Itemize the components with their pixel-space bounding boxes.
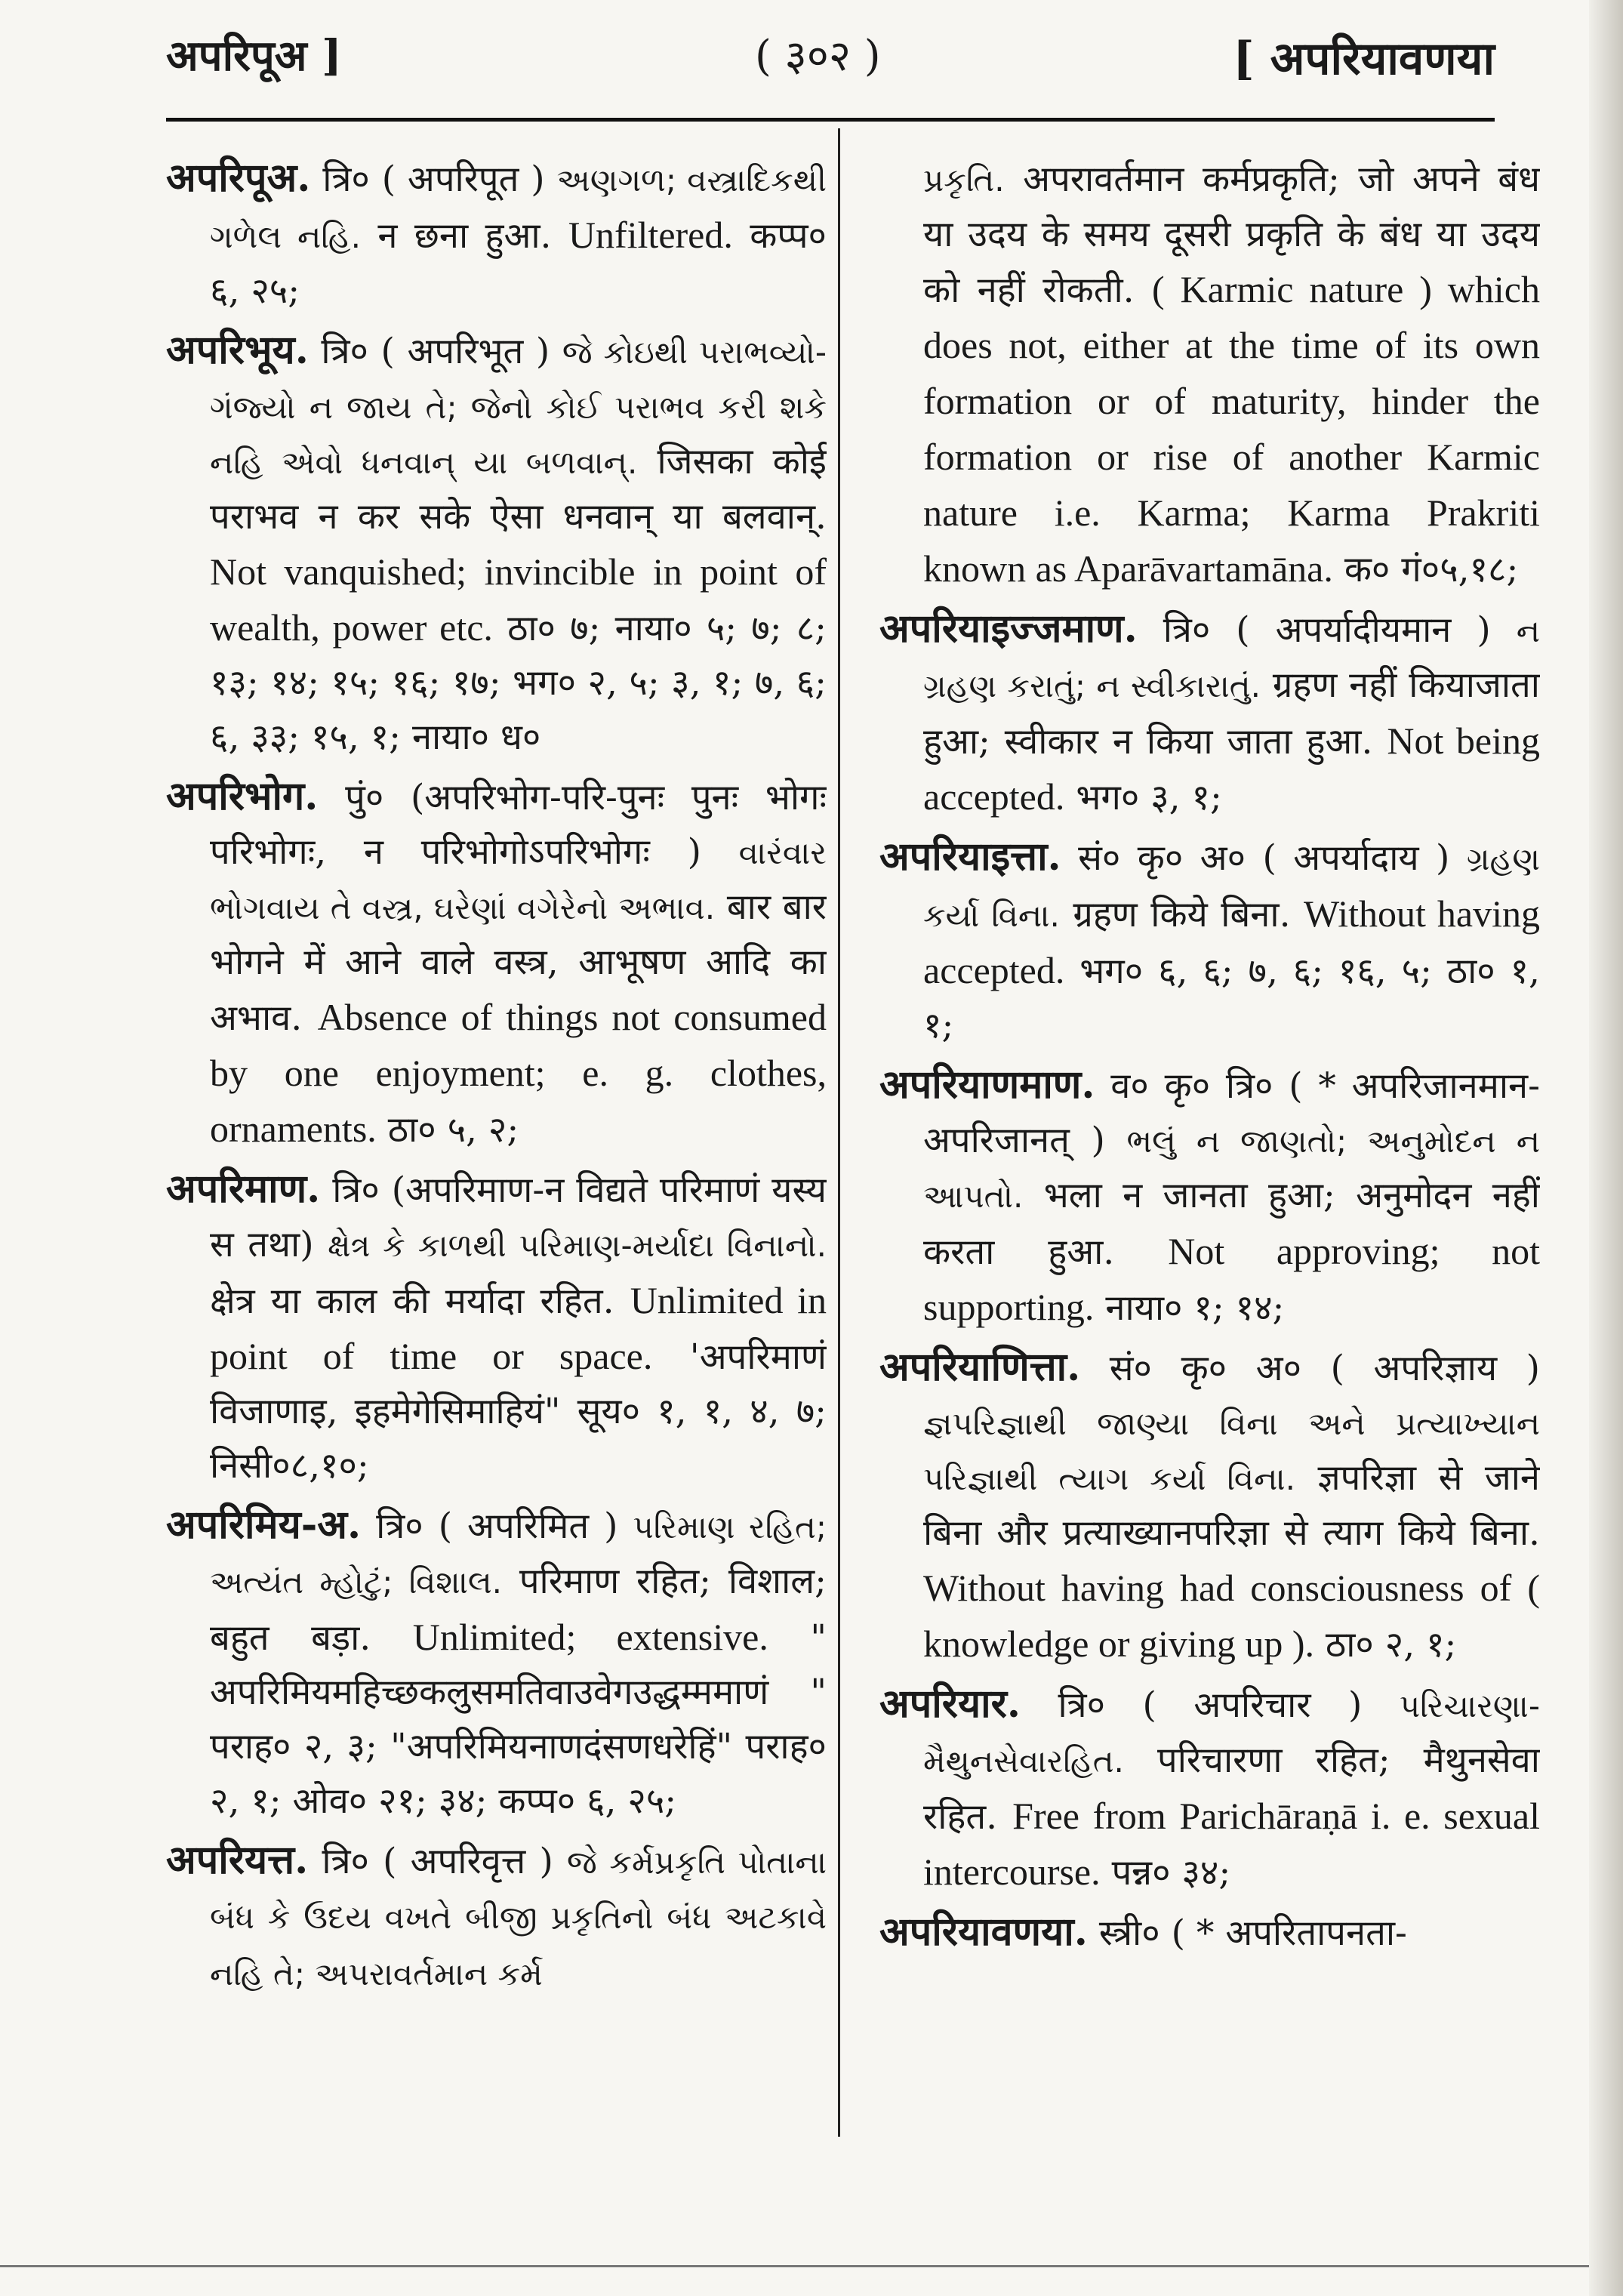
dictionary-entry xyxy=(879,1905,1540,1962)
entry-grammar: सं० कृ० अ० ( अपर्यादाय ) xyxy=(1078,837,1450,879)
entry-headword: अपरियत्त. xyxy=(166,1837,309,1883)
entry-refs: कप्प० ६, २५; xyxy=(210,215,827,312)
entry-refs: भग० ६, ६; ७, ६; १६, ५; ठा० १, १; xyxy=(923,951,1540,1046)
dictionary-entry xyxy=(879,1340,1540,1672)
entry-english: Absence of things not consumed by one enjoyment; e. g. clothes, ornaments. xyxy=(210,996,827,1150)
entry-headword: अपरियार. xyxy=(879,1681,1021,1727)
binding-shadow xyxy=(1589,0,1623,2296)
dictionary-entry xyxy=(166,1833,827,2002)
entry-english: Not being accepted. xyxy=(923,720,1540,818)
entry-headword: अपरिभूय. xyxy=(166,327,309,373)
dictionary-entry xyxy=(166,769,827,1157)
entry-hindi: ग्रहण नहीं कियाजाता हुआ; स्वीकार न किया जाता हुआ. xyxy=(923,664,1540,763)
entry-grammar: त्रि० ( अपर्यादीयमान ) xyxy=(1163,609,1491,651)
entry-hindi: परिमाण रहित; विशाल; बहुत बड़ा. xyxy=(210,1561,827,1659)
entry-hindi: भला न जानता हुआ; अनुमोदन नहीं करता हुआ. xyxy=(923,1175,1540,1273)
dictionary-entry-continued xyxy=(879,151,1540,597)
entry-gujarati: પરિમાણ રહિત; અત્યંત મ્હોટું; વિશાલ. xyxy=(210,1509,827,1601)
entry-gujarati: પરિચારણા-મૈથુનસેવારહિત. xyxy=(923,1687,1540,1780)
entry-gujarati: અણગળ; વસ્ત્રાદિકથી ગળેલ નહિ. xyxy=(210,162,827,255)
entry-grammar: त्रि० ( अपरिमित ) xyxy=(376,1505,618,1547)
entry-hindi: जिसका कोई पराभव न कर सके ऐसा धनवान् या बलवान्. xyxy=(210,441,827,538)
entry-headword: अपरिमाण. xyxy=(166,1166,321,1212)
entry-grammar: त्रि० ( अपरिवृत्त ) xyxy=(322,1841,553,1882)
entry-gujarati: ક્ષેત્ર કે કાળથી પરિમાણ-મર્યાદા વિનાનો. xyxy=(328,1227,827,1264)
dictionary-entry xyxy=(166,1498,827,1829)
entry-english: Without having accepted. xyxy=(923,892,1540,991)
page-bottom-edge xyxy=(0,2265,1623,2267)
entry-hindi: बार बार भोगने में आने वाले वस्त्र, आभूषण आदि का अभाव. xyxy=(210,886,827,1039)
dictionary-entry xyxy=(166,1162,827,1493)
entry-refs: 'अपरिमाणं विजाणाइ, इहमेगेसिमाहियं" सूय० १, १, ४, ७; निसी०८,१०; xyxy=(210,1336,827,1487)
entry-hindi: क्षेत्र या काल की मर्यादा रहित. xyxy=(210,1281,614,1322)
entry-grammar: त्रि० ( अपरिभूत ) xyxy=(321,331,550,372)
entry-grammar: स्त्री० ( * अपरितापनता- xyxy=(1098,1912,1407,1954)
entry-gujarati: વારંવાર ભોગવાય તે વસ્ત્ર, ઘરેણાં વગેરેનો અભાવ. xyxy=(210,834,827,926)
dictionary-entry xyxy=(879,602,1540,825)
entry-refs: पन्न० ३४; xyxy=(1111,1852,1231,1894)
entry-headword: अपरियाणमाण. xyxy=(879,1062,1095,1108)
entry-refs: भग० ३, १; xyxy=(1076,777,1222,818)
entry-headword: अपरियावणया. xyxy=(879,1909,1088,1955)
entry-gujarati: ન ગ્રહણ કરાતું; ન સ્વીકારાતું. xyxy=(923,612,1540,704)
dictionary-entry xyxy=(879,1677,1540,1900)
entry-english: Not vanquished; invincible in point of wealth, power etc. xyxy=(210,550,827,649)
header-left-guideword: अपरिपूअ ] xyxy=(166,31,342,81)
entry-hindi: ग्रहण किये बिना. xyxy=(1073,894,1291,935)
column-divider xyxy=(838,128,840,2137)
entry-english: Unlimited; extensive. xyxy=(412,1616,768,1658)
entry-grammar: व० कृ० त्रि० ( * अपरिजानमान-अपरिजानत् ) xyxy=(923,1065,1540,1161)
entry-grammar: त्रि० ( अपरिपूत ) xyxy=(322,159,545,200)
right-column xyxy=(879,151,1540,2137)
entry-refs: नाया० १; १४; xyxy=(1105,1287,1285,1329)
entry-hindi: न छना हुआ. xyxy=(377,215,552,257)
entry-english: Without having had consciousness of ( knowledge or giving up ). xyxy=(923,1567,1540,1665)
header-right-guideword: [ अपरियावणया xyxy=(1233,32,1495,85)
entry-gujarati: ગ્રહણ કર્યા વિના. xyxy=(923,840,1540,934)
entry-hindi: अपरावर्तमान कर्मप्रकृति; जो अपने बंध या उदय के समय दूसरी प्रकृति के बंध या उदय को नहीं रोकती. xyxy=(923,159,1540,311)
entry-hindi: ज्ञपरिज्ञा से जाने बिना और प्रत्याख्यानपरिज्ञा से त्याग किये बिना. xyxy=(923,1457,1540,1554)
entry-grammar: त्रि० ( अपरिचार ) xyxy=(1058,1684,1363,1726)
entry-headword: अपरिभोग. xyxy=(166,773,319,819)
entry-refs: ठा० ५, २; xyxy=(387,1109,519,1151)
left-column xyxy=(166,151,827,2137)
entry-headword: अपरिपूअ. xyxy=(166,155,311,201)
entry-gujarati: પ્રકૃતિ. xyxy=(923,162,1005,199)
entry-headword: अपरियाइत्ता. xyxy=(879,834,1061,880)
entry-gujarati: જે કર્મપ્રકૃતિ પોતાના બંધ કે ઉદય વખતે બીજી પ્રકૃતિનો બંધ અટકાવે નહિ તે; અપરાવર્તમાન કર્મ xyxy=(210,1844,827,1992)
entry-gujarati: ભલું ન જાણતો; અનુમોદન ન આપતો. xyxy=(923,1123,1540,1215)
entry-gujarati: જ્ઞપરિજ્ઞાથી જાણ્યા વિના અને પ્રત્યાખ્યાન પરિજ્ઞાથી ત્યાગ કર્યા વિના. xyxy=(923,1405,1540,1497)
entry-refs: क० गं०५,१८; xyxy=(1344,549,1519,590)
dictionary-entry xyxy=(166,151,827,319)
entry-english: Unfiltered. xyxy=(568,214,733,256)
entry-grammar: पुं० (अपरिभोग-परि-पुनः पुनः भोगः परिभोगः, न परिभोगोऽपरिभोगः ) xyxy=(210,777,827,873)
entry-english: Not approving; not supporting. xyxy=(923,1230,1540,1328)
entry-grammar: त्रि० (अपरिमाण-न विद्यते परिमाणं यस्य स तथा) xyxy=(210,1170,827,1265)
page-number: ( ३०२ ) xyxy=(755,32,881,81)
entry-grammar: सं० कृ० अ० ( अपरिज्ञाय ) xyxy=(1109,1348,1540,1389)
entry-headword: अपरियाणित्ता. xyxy=(879,1344,1081,1390)
header-rule xyxy=(166,118,1495,122)
entry-gujarati: જે કોઇથી પરાભવ્યો-ગંજ્યો ન જાય તે; જેનો કોઈ પરાભવ કરી શકે નહિ એવો ધનવાન્ યા બળવાન્. xyxy=(210,334,827,481)
entry-english: Free from Parichāraṇā i. e. sexual intercourse. xyxy=(923,1795,1540,1893)
entry-refs: " अपरिमियमहिच्छकलुसमतिवाउवेगउद्धम्ममाणं " पराह० २, ३; "अपरिमियनाणदंसणधरेहिं" पराह० २, १; ओव० २१; ३४; कप्प० ६, २५; xyxy=(210,1617,827,1822)
entry-refs: ठा० ७; नाया० ५; ७; ८; १३; १४; १५; १६; १७; भग० २, ५; ३, १; ७, ६; ६, ३३; १५, १; नाया० ध० xyxy=(210,608,827,758)
entry-headword: अपरिमिय-अ. xyxy=(166,1502,362,1548)
dictionary-entry xyxy=(879,830,1540,1053)
entry-refs: ठा० २, १; xyxy=(1325,1624,1457,1666)
page-header xyxy=(166,26,1495,109)
entry-hindi: परिचारणा रहित; मैथुनसेवा रहित. xyxy=(923,1740,1540,1838)
entry-english: Unlimited in point of time or space. xyxy=(210,1279,827,1377)
entry-english: ( Karmic nature ) which does not, either at the time of its own formation or of maturity, hinder the formation or rise of another Karmic nature i.e. Karma; Karma Prakriti known as Aparāvartamāna. xyxy=(923,268,1540,590)
entry-headword: अपरियाइज्जमाण. xyxy=(879,606,1138,652)
dictionary-entry xyxy=(166,323,827,765)
dictionary-entry xyxy=(879,1058,1540,1336)
